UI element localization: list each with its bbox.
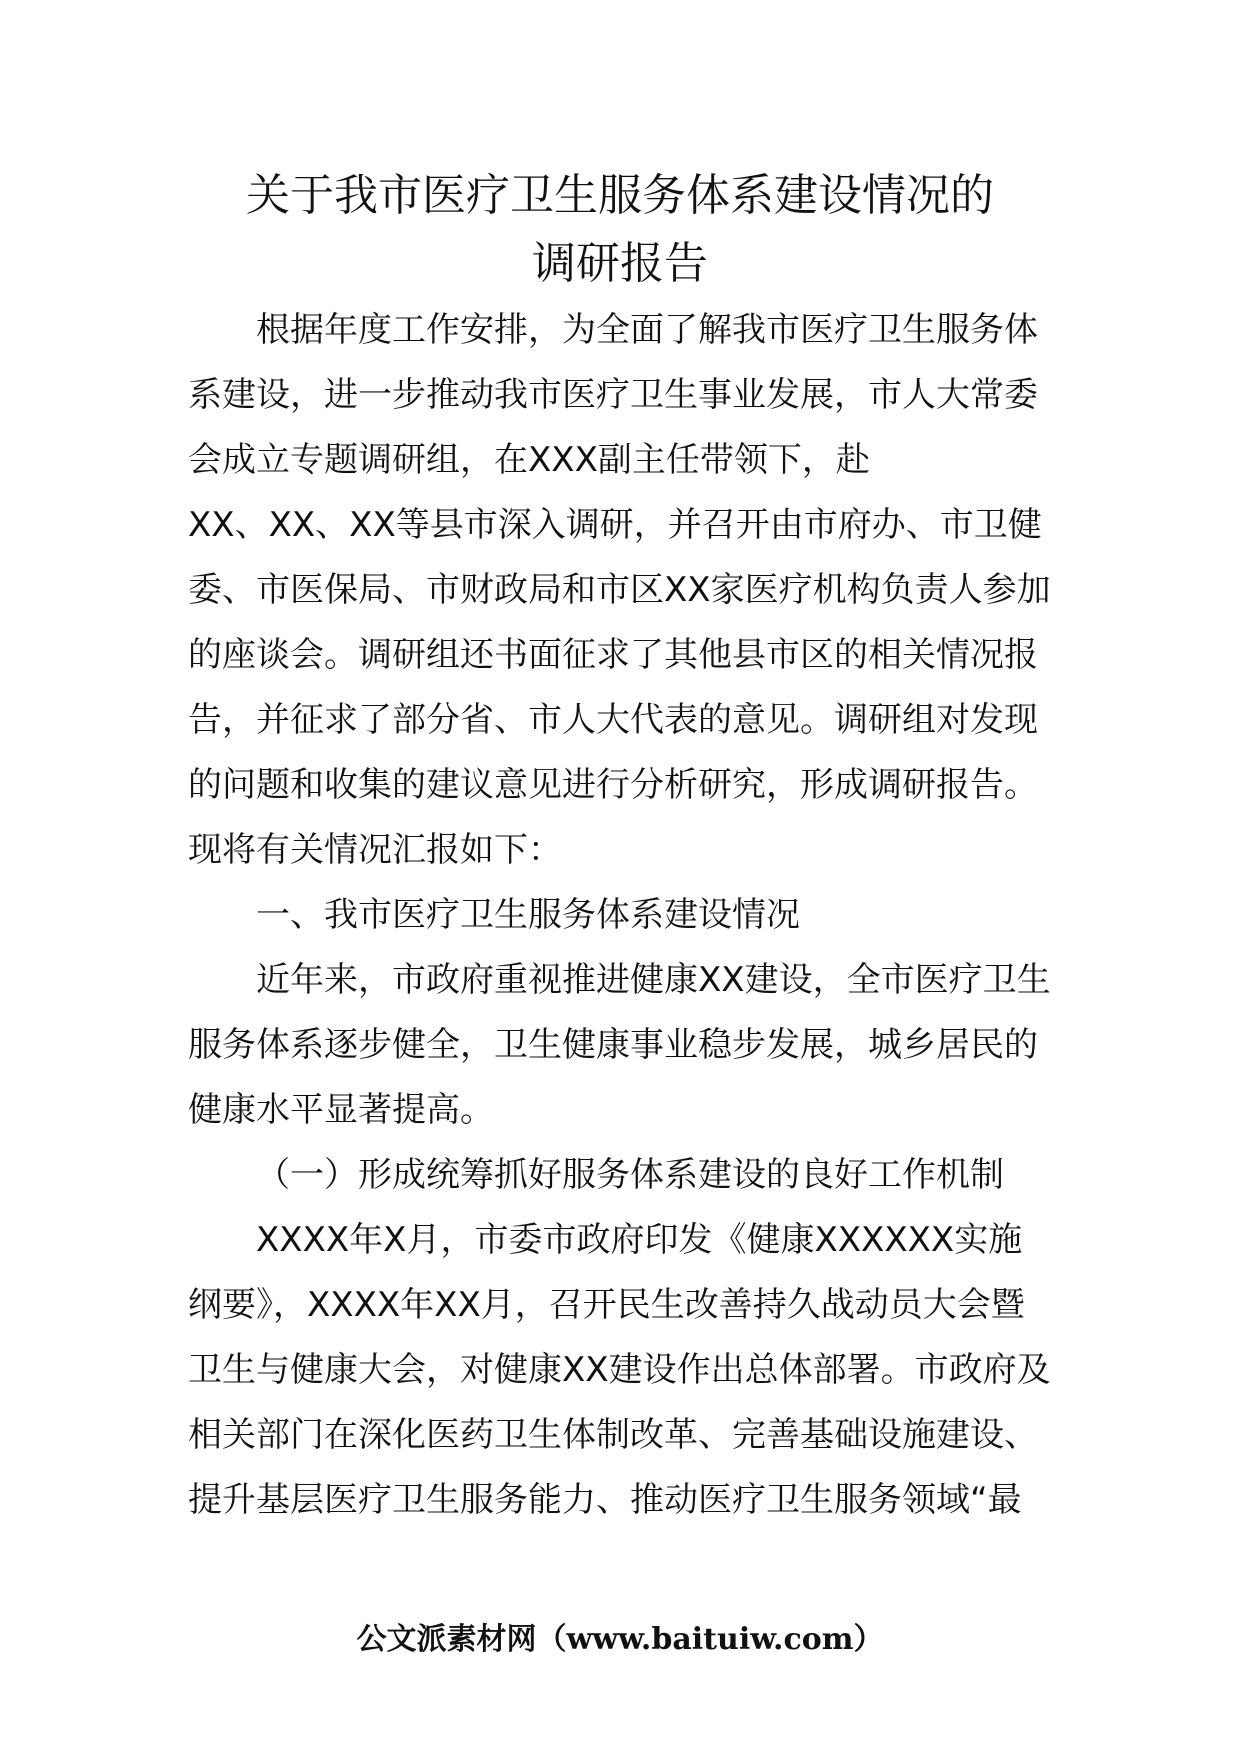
body-line: 近年来，市政府重视推进健康XX建设，全市医疗卫生 <box>256 960 1051 1000</box>
body-line: 系建设，进一步推动我市医疗卫生事业发展，市人大常委 <box>188 375 1038 415</box>
body-line: 的问题和收集的建议意见进行分析研究，形成调研报告。 <box>188 765 1038 805</box>
body-line: 相关部门在深化医药卫生体制改革、完善基础设施建设、 <box>188 1415 1038 1455</box>
document-title-line-2: 调研报告 <box>532 238 708 289</box>
body-line: 告，并征求了部分省、市人大代表的意见。调研组对发现 <box>188 700 1038 740</box>
body-line: 纲要》，XXXX年XX月，召开民生改善持久战动员大会暨 <box>188 1285 1025 1325</box>
footer-watermark: 公文派素材网（www.baituiw.com） <box>356 1622 884 1657</box>
body-line: 健康水平显著提高。 <box>188 1090 494 1130</box>
body-line: XXXX年X月，市委市政府印发《健康XXXXXX实施 <box>256 1220 1023 1260</box>
subsection-heading: （一）形成统筹抓好服务体系建设的良好工作机制 <box>256 1155 1004 1195</box>
body-line: 现将有关情况汇报如下： <box>188 830 562 870</box>
body-line: 会成立专题调研组，在XXX副主任带领下，赴 <box>188 440 870 480</box>
body-line: XX、XX、XX等县市深入调研，并召开由市府办、市卫健 <box>188 505 1042 545</box>
body-line: 的座谈会。调研组还书面征求了其他县市区的相关情况报 <box>188 635 1038 675</box>
body-line: 委、市医保局、市财政局和市区XX家医疗机构负责人参加 <box>188 570 1051 610</box>
document-title-line-1: 关于我市医疗卫生服务体系建设情况的 <box>246 170 994 221</box>
body-line: 卫生与健康大会，对健康XX建设作出总体部署。市政府及 <box>188 1350 1051 1390</box>
body-line: 提升基层医疗卫生服务能力、推动医疗卫生服务领域“最 <box>188 1480 1022 1520</box>
body-line: 根据年度工作安排，为全面了解我市医疗卫生服务体 <box>256 310 1038 350</box>
section-heading: 一、我市医疗卫生服务体系建设情况 <box>256 895 800 935</box>
body-line: 服务体系逐步健全，卫生健康事业稳步发展，城乡居民的 <box>188 1025 1038 1065</box>
